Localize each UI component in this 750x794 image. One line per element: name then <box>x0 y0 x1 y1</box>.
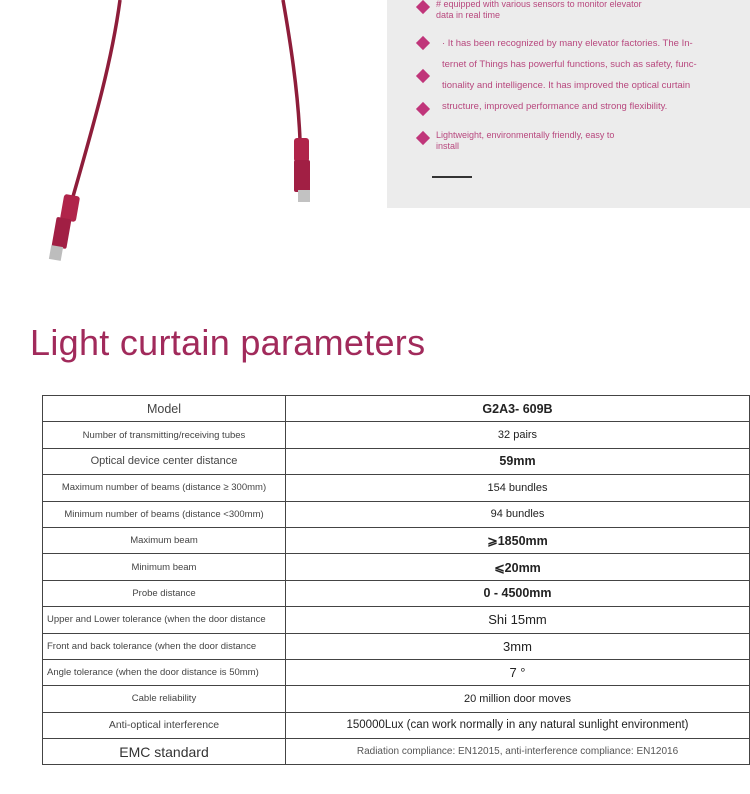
table-row <box>43 448 750 474</box>
param-value: 7 ° <box>286 659 750 685</box>
feature-text: ternet of Things has powerful functions, such as safety, func- <box>442 59 697 70</box>
param-label: Angle tolerance (when the door distance is 50mm) <box>43 659 286 685</box>
param-value: ⩾1850mm <box>286 527 750 553</box>
param-label: Maximum beam <box>43 527 286 553</box>
feature-text: structure, improved performance and strong flexibility. <box>442 101 668 112</box>
feature-text: # equipped with various sensors to monitor elevator <box>436 0 642 9</box>
feature-text: Lightweight, environmentally friendly, easy to <box>436 130 615 140</box>
param-label: Minimum number of beams (distance <300mm) <box>43 501 286 527</box>
param-label: Optical device center distance <box>43 448 286 474</box>
divider <box>432 176 472 178</box>
table-row <box>43 739 750 765</box>
table-row <box>43 527 750 553</box>
table-row <box>43 554 750 580</box>
table-row <box>43 396 750 422</box>
param-label: Minimum beam <box>43 554 286 580</box>
param-value: G2A3- 609B <box>286 396 750 422</box>
param-value: Radiation compliance: EN12015, anti-interference compliance: EN12016 <box>286 739 750 765</box>
feature-text: · It has been recognized by many elevator factories. The In- <box>442 38 693 49</box>
feature-item-lightweight <box>418 130 614 152</box>
table-row <box>43 501 750 527</box>
diamond-bullet-icon <box>416 0 430 14</box>
param-value: 20 million door moves <box>286 686 750 712</box>
param-label: Probe distance <box>43 580 286 606</box>
param-value: ⩽20mm <box>286 554 750 580</box>
diamond-bullet-icon <box>416 36 430 50</box>
diamond-bullet-icon <box>416 69 430 83</box>
param-value: 0 - 4500mm <box>286 580 750 606</box>
table-row <box>43 475 750 501</box>
table-row <box>43 712 750 738</box>
param-label: Anti-optical interference <box>43 712 286 738</box>
param-value: 59mm <box>286 448 750 474</box>
cable-illustration <box>0 0 387 300</box>
param-label: Cable reliability <box>43 686 286 712</box>
product-cable-image <box>0 0 387 300</box>
table-row <box>43 607 750 633</box>
feature-text: tionality and intelligence. It has improved the optical curtain <box>442 80 691 91</box>
feature-item-sensors <box>418 0 642 21</box>
diamond-bullet-icon <box>416 102 430 116</box>
diamond-bullet-icon <box>416 131 430 145</box>
table-row <box>43 659 750 685</box>
param-value: Shi 15mm <box>286 607 750 633</box>
parameters-table <box>42 395 750 765</box>
param-value: 150000Lux (can work normally in any natural sunlight environment) <box>286 712 750 738</box>
table-row <box>43 422 750 448</box>
param-label: Maximum number of beams (distance ≥ 300mm) <box>43 475 286 501</box>
param-value: 154 bundles <box>286 475 750 501</box>
table-row <box>43 633 750 659</box>
param-label: Model <box>43 396 286 422</box>
param-value: 32 pairs <box>286 422 750 448</box>
param-label: Number of transmitting/receiving tubes <box>43 422 286 448</box>
feature-text: install <box>436 141 460 151</box>
feature-item-iot <box>418 33 697 117</box>
table-row <box>43 686 750 712</box>
param-value: 94 bundles <box>286 501 750 527</box>
param-label: Upper and Lower tolerance (when the door distance <box>43 607 286 633</box>
feature-text: data in real time <box>436 10 501 20</box>
param-label: Front and back tolerance (when the door distance <box>43 633 286 659</box>
section-title: Light curtain parameters <box>30 322 426 363</box>
param-label: EMC standard <box>43 739 286 765</box>
table-row <box>43 580 750 606</box>
param-value: 3mm <box>286 633 750 659</box>
